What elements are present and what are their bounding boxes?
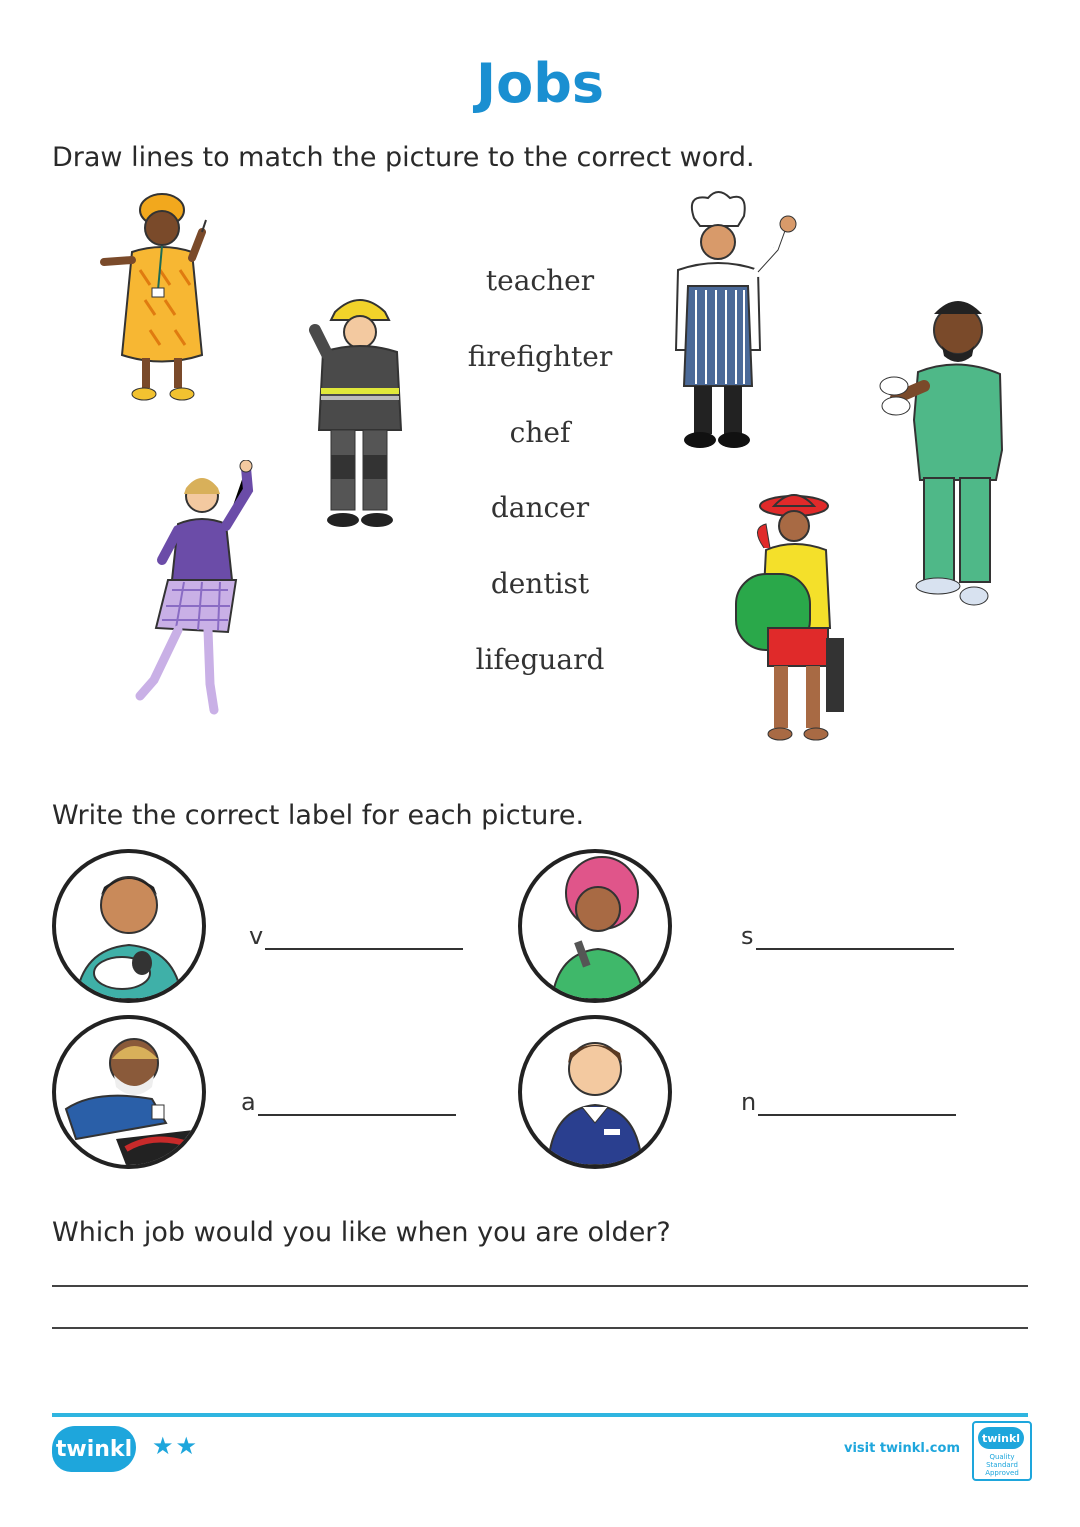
vet-answer-line[interactable] [249, 922, 463, 950]
chef-illustration[interactable] [668, 190, 798, 455]
dentist-illustration[interactable] [876, 290, 1006, 610]
singer-picture [518, 849, 672, 1003]
singer-first-letter: s [741, 922, 754, 950]
nurse-answer-line[interactable] [741, 1088, 956, 1116]
singer-answer-line[interactable] [741, 922, 954, 950]
question-heading: Which job would you like when you are older? [52, 1217, 671, 1248]
artist-illustration [56, 1019, 202, 1165]
artist-first-letter: a [241, 1088, 256, 1116]
page-title: Jobs [476, 52, 604, 115]
vet-illustration [56, 853, 202, 999]
match-instruction: Draw lines to match the picture to the correct word. [52, 142, 755, 173]
lifeguard-illustration[interactable] [730, 488, 855, 744]
stars-icon: ★★ [152, 1432, 200, 1460]
vet-first-letter: v [249, 922, 264, 950]
answer-line-1[interactable] [52, 1285, 1028, 1287]
twinkl-logo[interactable]: twinkl [52, 1426, 136, 1472]
artist-picture [52, 1015, 206, 1169]
vet-picture [52, 849, 206, 1003]
nurse-illustration [522, 1019, 668, 1165]
dancer-illustration[interactable] [132, 460, 267, 722]
vet-blank[interactable] [265, 926, 463, 950]
singer-blank[interactable] [756, 926, 954, 950]
answer-line-2[interactable] [52, 1327, 1028, 1329]
quality-badge [972, 1421, 1032, 1481]
footer-divider [52, 1413, 1028, 1417]
nurse-first-letter: n [741, 1088, 757, 1116]
badge-logo: twinkl [978, 1427, 1024, 1449]
word-teacher[interactable]: teacher [485, 264, 595, 297]
word-chef[interactable]: chef [509, 416, 571, 449]
word-firefighter[interactable]: firefighter [467, 340, 613, 373]
visit-link[interactable]: visit twinkl.com [843, 1441, 960, 1456]
teacher-illustration[interactable] [90, 190, 220, 410]
singer-illustration [522, 853, 668, 999]
artist-blank[interactable] [258, 1092, 456, 1116]
nurse-picture [518, 1015, 672, 1169]
word-lifeguard[interactable]: lifeguard [475, 643, 605, 676]
firefighter-illustration[interactable] [305, 290, 415, 535]
word-dancer[interactable]: dancer [490, 491, 590, 524]
nurse-blank[interactable] [758, 1092, 956, 1116]
artist-answer-line[interactable] [241, 1088, 456, 1116]
word-dentist[interactable]: dentist [490, 567, 590, 600]
badge-text: Quality Standard Approved [985, 1453, 1019, 1477]
label-instruction: Write the correct label for each picture. [52, 800, 585, 831]
